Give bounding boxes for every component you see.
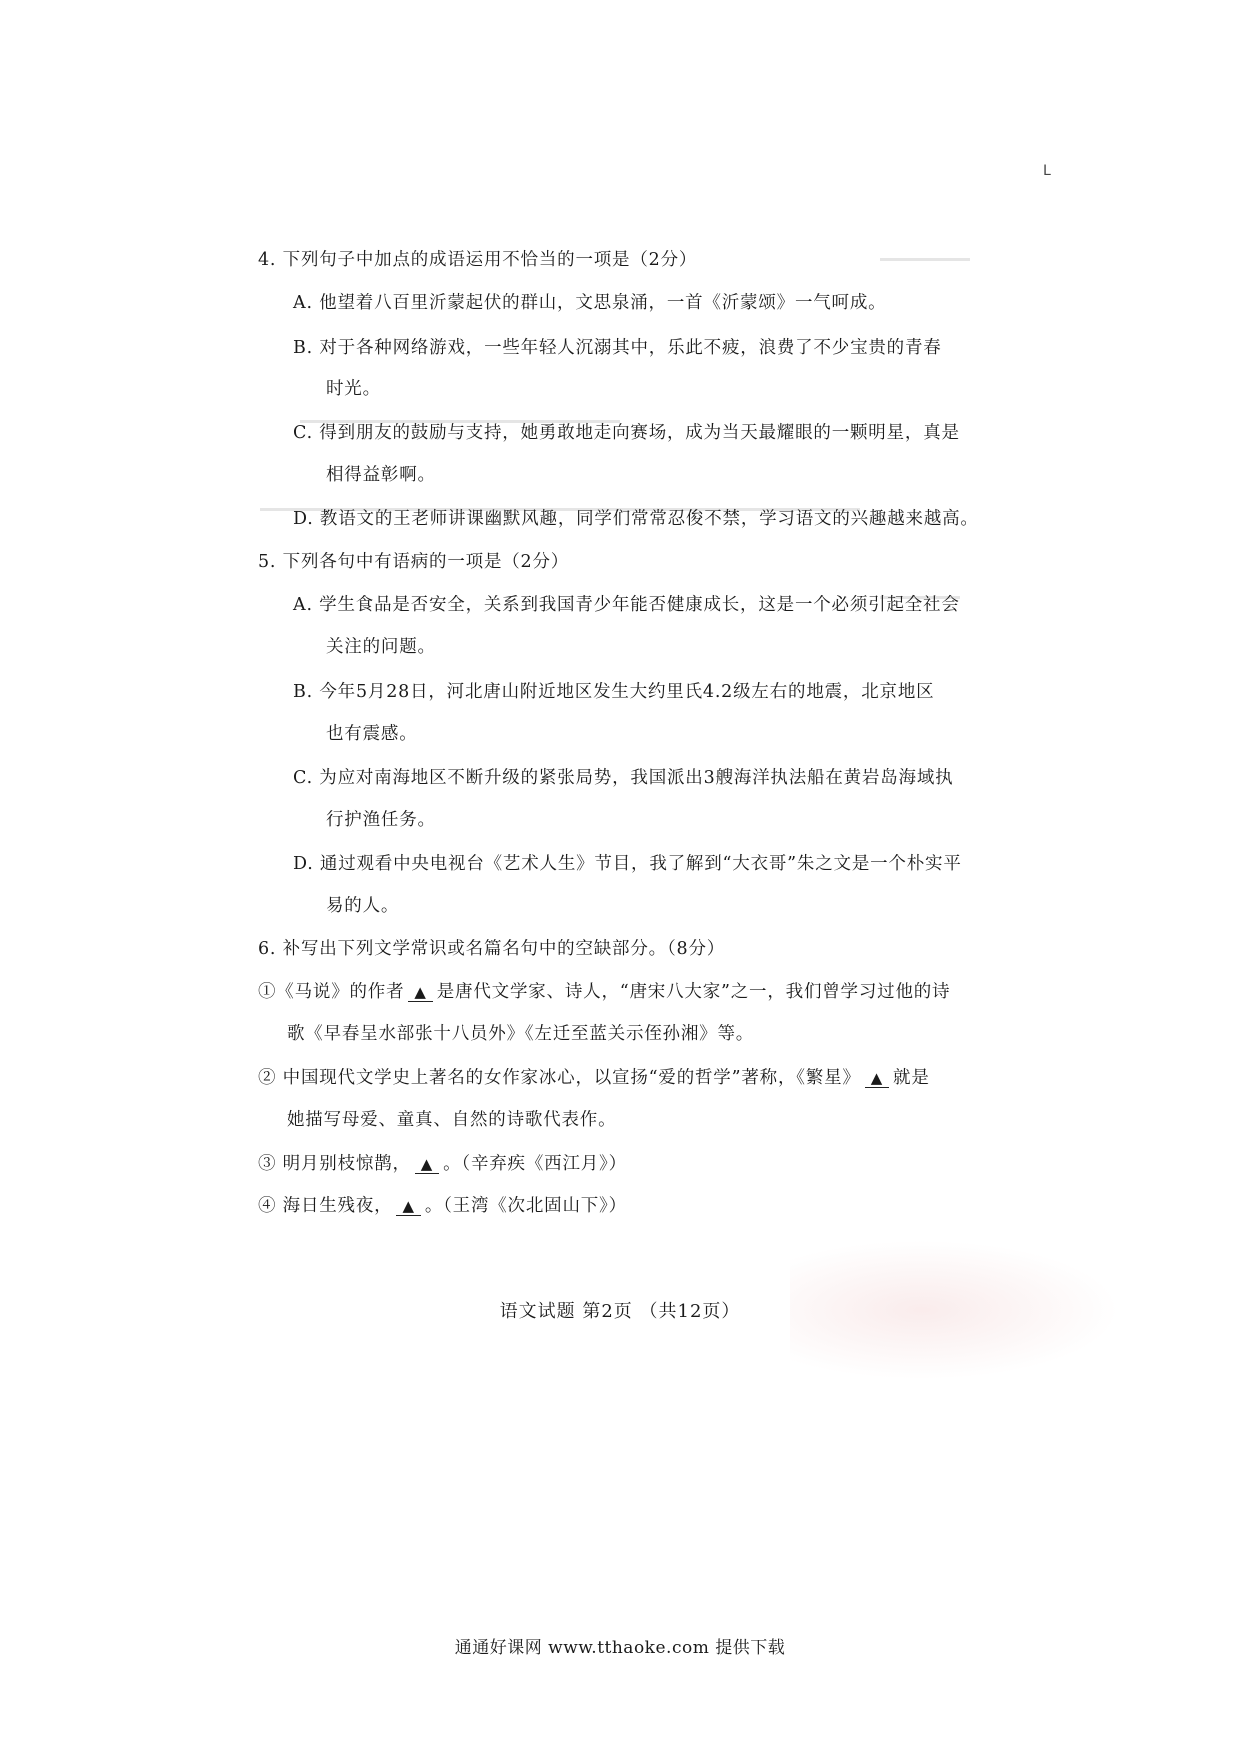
corner-mark: L: [1043, 163, 1051, 179]
q5-option-d-cont: 易的人。: [326, 896, 400, 916]
q6-item-1-pre: ①《马说》的作者: [258, 982, 405, 1002]
q6-item-1-blank[interactable]: ▲: [408, 983, 432, 1002]
q4-option-b: B. 对于各种网络游戏，一些年轻人沉溺其中，乐此不疲，浪费了不少宝贵的青春: [293, 338, 942, 358]
page-footer: 语文试题 第2页 （共12页）: [499, 1301, 741, 1322]
q6-item-1-cont: 歌《早春呈水部张十八员外》《左迁至蓝关示侄孙湘》等。: [287, 1024, 755, 1044]
q4-option-b-cont: 时光。: [326, 379, 381, 399]
q6-item-2-pre: ② 中国现代文学史上著名的女作家冰心，以宣扬“爱的哲学”著称，《繁星》: [258, 1068, 861, 1088]
question-4-stem: 4. 下列句子中加点的成语运用不恰当的一项是（2分）: [258, 250, 698, 270]
q5-option-d: D. 通过观看中央电视台《艺术人生》节目，我了解到“大衣哥”朱之文是一个朴实平: [293, 854, 962, 874]
bleed-through-mark: [880, 258, 970, 261]
q6-item-2-cont: 她描写母爱、童真、自然的诗歌代表作。: [287, 1110, 617, 1130]
download-watermark: 通通好课网 www.tthaoke.com 提供下载: [454, 1638, 786, 1658]
q6-item-4-post: 。（王湾《次北固山下》）: [424, 1196, 627, 1216]
q6-item-2-blank[interactable]: ▲: [865, 1069, 889, 1088]
q6-item-3-blank[interactable]: ▲: [415, 1155, 439, 1174]
q6-item-1-post: 是唐代文学家、诗人，“唐宋八大家”之一，我们曾学习过他的诗: [436, 982, 951, 1002]
q4-option-c-cont: 相得益彰啊。: [326, 465, 436, 485]
q6-item-1: [258, 978, 950, 1003]
q6-item-2-post: 就是: [893, 1068, 930, 1088]
q5-option-c-cont: 行护渔任务。: [326, 810, 436, 830]
q6-item-3-post: 。（辛弃疾《西江月》）: [443, 1154, 627, 1174]
question-6-stem: 6. 补写出下列文学常识或名篇名句中的空缺部分。（8分）: [258, 939, 726, 959]
q6-item-3: [258, 1150, 627, 1175]
q5-option-b-cont: 也有震感。: [326, 724, 418, 744]
q6-item-2: [258, 1064, 930, 1089]
q5-option-a-cont: 关注的问题。: [326, 637, 436, 657]
question-5-stem: 5. 下列各句中有语病的一项是（2分）: [258, 552, 570, 572]
q4-option-a: A. 他望着八百里沂蒙起伏的群山，文思泉涌，一首《沂蒙颂》一气呵成。: [293, 293, 887, 313]
q6-item-3-pre: ③ 明月别枝惊鹊，: [258, 1154, 411, 1174]
q5-option-b: B. 今年5月28日，河北唐山附近地区发生大约里氏4.2级左右的地震，北京地区: [293, 682, 935, 702]
q4-option-c: C. 得到朋友的鼓励与支持，她勇敢地走向赛场，成为当天最耀眼的一颗明星，真是: [293, 423, 960, 443]
q6-item-4: [258, 1192, 627, 1217]
q5-option-c: C. 为应对南海地区不断升级的紧张局势，我国派出3艘海洋执法船在黄岩岛海域执: [293, 768, 954, 788]
q6-item-4-pre: ④ 海日生残夜，: [258, 1196, 393, 1216]
q6-item-4-blank[interactable]: ▲: [396, 1197, 420, 1216]
q5-option-a: A. 学生食品是否安全，关系到我国青少年能否健康成长，这是一个必须引起全社会: [293, 595, 960, 615]
q4-option-d: D. 教语文的王老师讲课幽默风趣，同学们常常忍俊不禁，学习语文的兴趣越来越高。: [293, 509, 979, 529]
